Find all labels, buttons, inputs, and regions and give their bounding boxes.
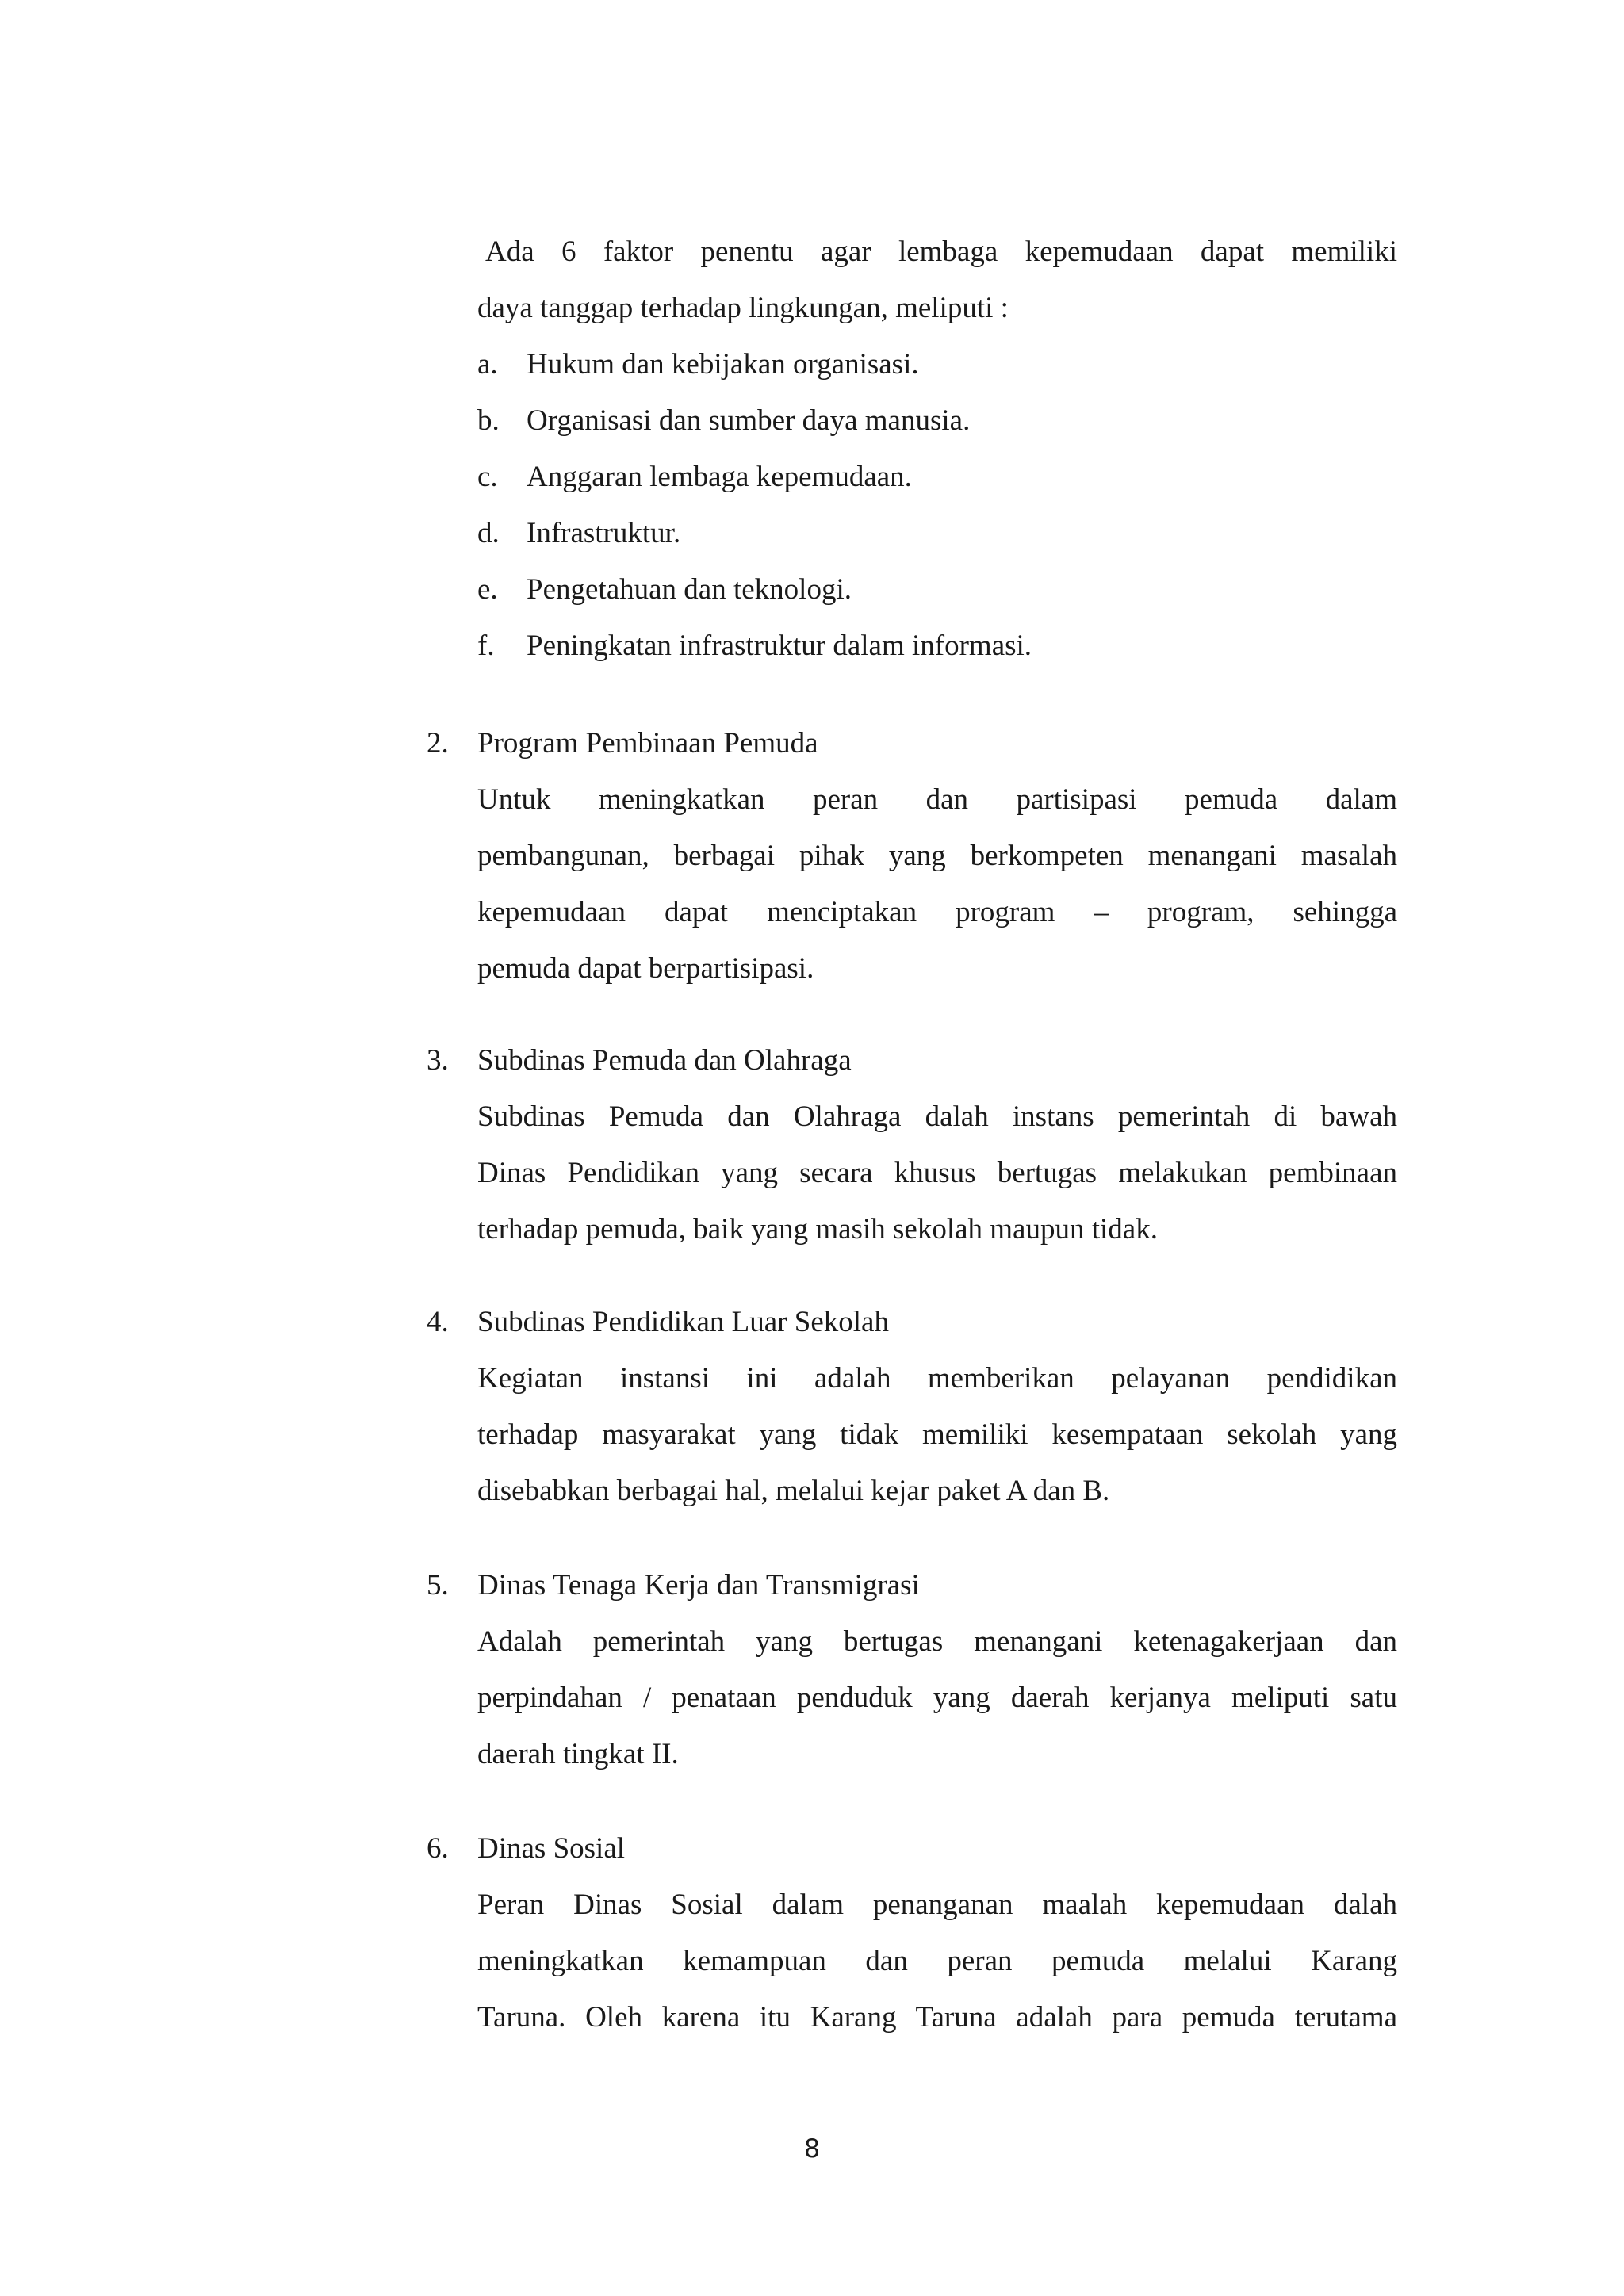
section-line: kepemudaan dapat menciptakan program – program, sehingga xyxy=(477,896,1397,928)
section-number: 3. xyxy=(427,1044,449,1077)
list-item-text: Infrastruktur. xyxy=(527,517,681,549)
section-line: Kegiatan instansi ini adalah memberikan pelayanan pendidikan xyxy=(477,1362,1397,1395)
section-title: Subdinas Pendidikan Luar Sekolah xyxy=(477,1306,889,1338)
section-line: Subdinas Pemuda dan Olahraga dalah instans pemerintah di bawah xyxy=(477,1100,1397,1133)
section-line: terhadap masyarakat yang tidak memiliki kesempataan sekolah yang xyxy=(477,1418,1397,1451)
list-item xyxy=(477,505,1397,561)
intro-line-1: Ada 6 faktor penentu agar lembaga kepemudaan dapat memiliki xyxy=(485,235,1397,268)
list-item xyxy=(477,336,1397,392)
section-number: 2. xyxy=(427,727,449,760)
section-number: 6. xyxy=(427,1832,449,1865)
section-line: perpindahan / penataan penduduk yang daerah kerjanya meliputi satu xyxy=(477,1682,1397,1714)
section-line: terhadap pemuda, baik yang masih sekolah maupun tidak. xyxy=(477,1213,1158,1246)
section-number: 4. xyxy=(427,1306,449,1338)
list-item-letter: b. xyxy=(477,404,500,437)
section-line: disebabkan berbagai hal, melalui kejar paket A dan B. xyxy=(477,1475,1110,1507)
section-body xyxy=(477,1350,1397,1519)
section-line: Untuk meningkatkan peran dan partisipasi pemuda dalam xyxy=(477,783,1397,816)
list-item-letter: e. xyxy=(477,573,498,606)
list-item-text: Hukum dan kebijakan organisasi. xyxy=(527,348,919,381)
section-body xyxy=(477,771,1397,997)
list-item xyxy=(477,449,1397,505)
list-item-letter: c. xyxy=(477,461,498,493)
list-item-letter: d. xyxy=(477,517,500,549)
section-body xyxy=(477,1613,1397,1782)
section-line: pembangunan, berbagai pihak yang berkompeten menangani masalah xyxy=(477,840,1397,872)
section-line: Taruna. Oleh karena itu Karang Taruna adalah para pemuda terutama xyxy=(477,2001,1397,2034)
section-body xyxy=(477,1089,1397,1257)
section-body xyxy=(477,1877,1397,2045)
list-item-text: Peningkatan infrastruktur dalam informasi. xyxy=(527,629,1032,662)
list-item-text: Pengetahuan dan teknologi. xyxy=(527,573,852,606)
list-item xyxy=(477,561,1397,618)
intro-line-2: daya tanggap terhadap lingkungan, meliputi : xyxy=(477,292,1009,324)
list-item-letter: a. xyxy=(477,348,498,381)
intro-block xyxy=(477,224,1397,674)
section-line: daerah tingkat II. xyxy=(477,1738,679,1770)
section-title: Dinas Tenaga Kerja dan Transmigrasi xyxy=(477,1569,920,1601)
section-title: Dinas Sosial xyxy=(477,1832,626,1865)
section-line: Adalah pemerintah yang bertugas menangani ketenagakerjaan dan xyxy=(477,1625,1397,1658)
list-item xyxy=(477,618,1397,674)
page-number: 8 xyxy=(803,2133,821,2164)
section-title: Program Pembinaan Pemuda xyxy=(477,727,818,760)
list-item-letter: f. xyxy=(477,629,495,662)
list-item-text: Organisasi dan sumber daya manusia. xyxy=(527,404,971,437)
section-line: meningkatkan kemampuan dan peran pemuda melalui Karang xyxy=(477,1945,1397,1977)
section-line: pemuda dapat berpartisipasi. xyxy=(477,952,814,985)
section-line: Dinas Pendidikan yang secara khusus bertugas melakukan pembinaan xyxy=(477,1157,1397,1189)
section-number: 5. xyxy=(427,1569,449,1601)
list-item-text: Anggaran lembaga kepemudaan. xyxy=(527,461,912,493)
section-title: Subdinas Pemuda dan Olahraga xyxy=(477,1044,852,1077)
list-item xyxy=(477,392,1397,449)
section-line: Peran Dinas Sosial dalam penanganan maalah kepemudaan dalah xyxy=(477,1888,1397,1921)
